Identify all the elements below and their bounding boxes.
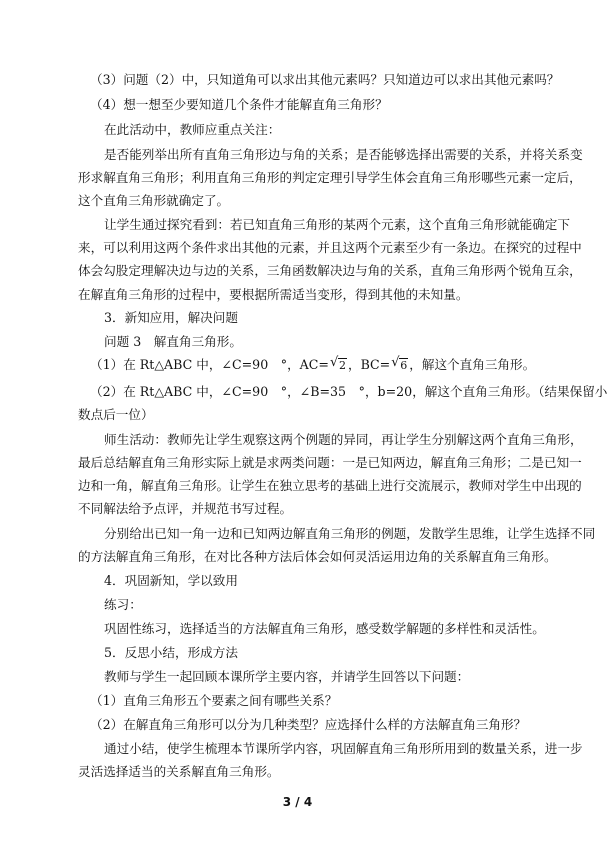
section-heading: 5．反思小结，形成方法 [104, 645, 238, 660]
problem-heading: 问题 3 解直角三角形。 [104, 334, 242, 349]
text-line: 形求解直角三角形；利用直角三角形的判定定理引导学生体会直角三角形哪些元素一定后， [78, 170, 582, 185]
sqrt-symbol: √ 6 [391, 355, 408, 372]
text-line: （1）直角三角形五个要素之间有哪些关系？ [90, 693, 338, 708]
text-line: 师生活动：教师先让学生观察这两个例题的异同，再让学生分别解这两个直角三角形， [104, 432, 583, 447]
text-line: 最后总结解直角三角形实际上就是求两类问题：一是已知两边，解直角三角形；二是已知一 [78, 455, 582, 470]
text-line: 是否能列举出所有直角三角形边与角的关系；是否能够选择出需要的关系，并将关系变 [104, 147, 583, 162]
text-line: 通过小结，使学生梳理本节课所学内容，巩固解直角三角形所用到的数量关系，进一步 [104, 741, 583, 756]
section-heading: 3．新知应用，解决问题 [104, 310, 238, 325]
text-line: 灵活选择适当的关系解直角三角形。 [78, 764, 280, 779]
text-line: 不同解法给予点评，并规范书写过程。 [78, 501, 293, 516]
text-line-with-radicals [90, 355, 536, 374]
text-line: （2）在解直角三角形可以分为几种类型？应选择什么样的方法解直角三角形？ [90, 717, 527, 732]
text-line: 让学生通过探究看到：若已知直角三角形的某两个元素，这个直角三角形就能确定下 [104, 217, 570, 232]
text-line: 体会勾股定理解决边与边的关系，三角函数解决边与角的关系，直角三角形两个锐角互余， [78, 263, 582, 278]
radicand: 2 [338, 359, 346, 372]
text-line: 数点后一位） [78, 407, 154, 422]
text-line: 教师与学生一起回顾本课所学主要内容，并请学生回答以下问题： [104, 669, 470, 684]
text-segment: （1）在 Rt△ABC 中，∠C=90 °，AC= [90, 357, 329, 372]
text-line: 在此活动中，教师应重点关注： [104, 122, 281, 137]
text-segment: ，解这个直角三角形。 [409, 357, 536, 372]
text-line: 来，可以利用这两个条件求出其他的元素，并且这两个元素至少有一条边。在探究的过程中 [78, 240, 582, 255]
section-heading: 4．巩固新知，学以致用 [104, 573, 238, 588]
text-line: 巩固性练习，选择适当的方法解直角三角形，感受数学解题的多样性和灵活性。 [104, 621, 545, 636]
text-line: 的方法解直角三角形，在对比各种方法后体会如何灵活运用边角的关系解直角三角形。 [78, 549, 557, 564]
text-line: 练习： [104, 597, 142, 612]
radicand: 6 [400, 359, 408, 372]
text-line: （4）想一想至少要知道几个条件才能解直角三角形？ [90, 97, 388, 112]
page-number: 3 / 4 [282, 795, 313, 809]
text-line: 边和一角，解直角三角形。让学生在独立思考的基础上进行交流展示，教师对学生中出现的 [78, 478, 582, 493]
text-line: 这个直角三角形就确定了。 [78, 193, 230, 208]
text-line: （3）问题（2）中，只知道角可以求出其他元素吗？只知道边可以求出其他元素吗？ [90, 72, 560, 87]
sqrt-symbol: √ 2 [329, 355, 346, 372]
text-line: 在解直角三角形的过程中，要根据所需适当变形，得到其他的未知量。 [78, 287, 469, 302]
text-line: （2）在 Rt△ABC 中，∠C=90 °，∠B=35 °，b=20，解这个直角三角形。（结果保留小 [90, 384, 607, 399]
text-line: 分别给出已知一角一边和已知两边解直角三角形的例题，发散学生思维，让学生选择不同 [104, 526, 596, 541]
text-segment: ，BC= [347, 357, 391, 372]
